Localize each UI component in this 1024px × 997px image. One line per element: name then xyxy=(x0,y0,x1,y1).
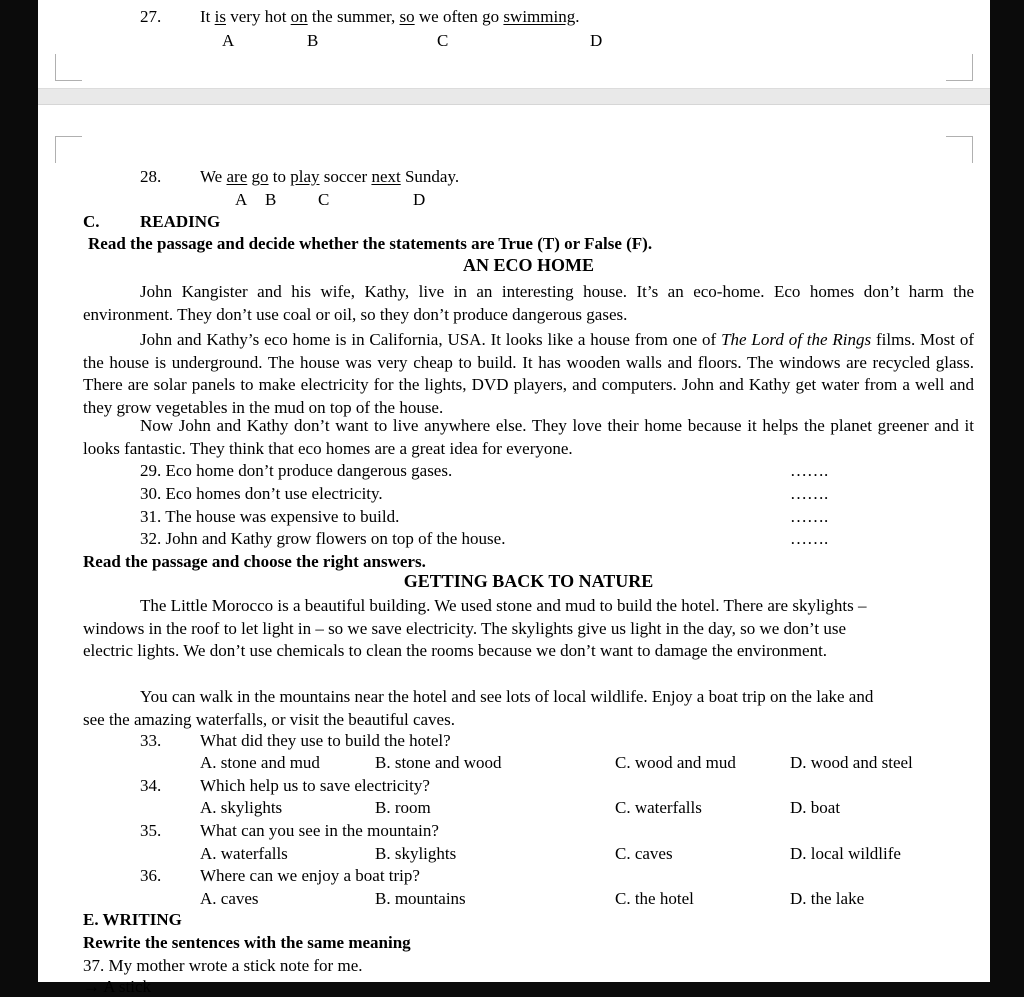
question-36-options xyxy=(83,888,974,909)
choice-letter-c: C xyxy=(318,190,330,209)
text-segment: John and Kathy’s eco home is in California, USA. It looks like a house from one of xyxy=(140,330,722,349)
question-33 xyxy=(83,730,974,751)
question-28-choices xyxy=(83,189,974,210)
choice-letter-b: B xyxy=(307,31,319,50)
answer-blank: ……. xyxy=(790,507,829,526)
question-27-choices xyxy=(83,30,974,51)
text-segment: It xyxy=(200,7,215,26)
question-number: 34. xyxy=(140,776,162,795)
question-number: 33. xyxy=(140,731,162,750)
text-segment: the summer, xyxy=(307,7,400,26)
text-segment: we often go xyxy=(414,7,504,26)
option-b: B. room xyxy=(375,798,431,817)
option-c: C. waterfalls xyxy=(615,798,702,817)
italic-title-segment: The Lord of the Rings xyxy=(721,330,872,349)
option-b: B. skylights xyxy=(375,844,457,863)
question-number: 35. xyxy=(140,821,162,840)
option-a: A. caves xyxy=(200,889,259,908)
question-33-options xyxy=(83,752,974,773)
underlined-segment: swimming xyxy=(503,7,576,26)
page-corner-mark xyxy=(946,136,973,163)
question-34-options xyxy=(83,797,974,818)
question-number: 27. xyxy=(140,7,162,26)
text-segment: films. Most of the house is underground. The house was very cheap to build. It has wooden walls and floors. The windows are recycled glass. There are solar panels to make electricity for the lights, DVD players, and computers. John and Kathy get water from a well and they grow vegetables in the mud on top of the house. xyxy=(83,330,975,417)
underlined-segment: next xyxy=(371,167,401,186)
passage-paragraph: Now John and Kathy don’t want to live anywhere else. They love their home because it helps the planet greener and it looks fantastic. They think that eco homes are a great idea for everyone. xyxy=(83,416,974,458)
option-c: C. wood and mud xyxy=(615,753,736,772)
question-sentence xyxy=(200,6,579,27)
section-label: C. xyxy=(83,212,100,231)
question-text: Where can we enjoy a boat trip? xyxy=(200,866,420,885)
underlined-segment: is xyxy=(214,7,226,26)
passage-paragraph: You can walk in the mountains near the hotel and see lots of local wildlife. Enjoy a boat trip on the lake and see the amazing waterfalls, or visit the beautiful caves. xyxy=(83,687,874,729)
answer-blank: ……. xyxy=(790,461,829,480)
page-corner-mark xyxy=(55,54,82,81)
passage-title-eco-home: AN ECO HOME xyxy=(462,255,594,275)
question-35-options xyxy=(83,843,974,864)
option-d: D. local wildlife xyxy=(790,844,901,863)
question-36 xyxy=(83,865,974,886)
choice-letter-a: A xyxy=(222,31,235,50)
statement-30 xyxy=(83,483,974,504)
question-text: What can you see in the mountain? xyxy=(200,821,439,840)
statement-text: 29. Eco home don’t produce dangerous gases. xyxy=(140,461,453,480)
text-segment: We xyxy=(200,167,227,186)
option-c: C. caves xyxy=(615,844,673,863)
underlined-segment: play xyxy=(290,167,320,186)
option-b: B. mountains xyxy=(375,889,466,908)
question-37: 37. My mother wrote a stick note for me. xyxy=(83,956,363,975)
question-text: What did they use to build the hotel? xyxy=(200,731,451,750)
question-text: Which help us to save electricity? xyxy=(200,776,430,795)
option-d: D. boat xyxy=(790,798,841,817)
section-heading-reading xyxy=(83,211,974,232)
option-c: C. the hotel xyxy=(615,889,694,908)
option-a: A. waterfalls xyxy=(200,844,288,863)
text-segment: very hot xyxy=(225,7,291,26)
question-35 xyxy=(83,820,974,841)
option-a: A. stone and mud xyxy=(200,753,320,772)
option-d: D. wood and steel xyxy=(790,753,913,772)
statement-text: 30. Eco homes don’t use electricity. xyxy=(140,484,383,503)
answer-blank: ……. xyxy=(790,529,829,548)
question-28 xyxy=(83,166,974,187)
reading-instruction-true-false: Read the passage and decide whether the statements are True (T) or False (F). xyxy=(88,234,653,253)
passage-paragraph xyxy=(83,329,974,419)
choice-letter-a: A xyxy=(235,190,248,209)
question-number: 28. xyxy=(140,167,162,186)
reading-instruction-choose: Read the passage and choose the right answers. xyxy=(83,552,426,571)
option-d: D. the lake xyxy=(790,889,865,908)
statement-32 xyxy=(83,528,974,549)
text-segment: to xyxy=(268,167,291,186)
section-heading-writing: E. WRITING xyxy=(83,910,182,929)
underlined-segment: so xyxy=(399,7,415,26)
choice-letter-d: D xyxy=(413,190,426,209)
statement-31 xyxy=(83,506,974,527)
statement-text: 32. John and Kathy grow flowers on top of the house. xyxy=(140,529,506,548)
choice-letter-b: B xyxy=(265,190,277,209)
statement-text: 31. The house was expensive to build. xyxy=(140,507,400,526)
underlined-segment: go xyxy=(251,167,269,186)
option-b: B. stone and wood xyxy=(375,753,502,772)
writing-instruction: Rewrite the sentences with the same meaning xyxy=(83,933,411,952)
answer-blank: ……. xyxy=(790,484,829,503)
text-segment: soccer xyxy=(319,167,372,186)
text-segment: . xyxy=(575,7,580,26)
underlined-segment: are xyxy=(226,167,248,186)
option-a: A. skylights xyxy=(200,798,283,817)
passage-paragraph: John Kangister and his wife, Kathy, live in an interesting house. It’s an eco-home. Eco homes don’t harm the environment. They don’t use coal or oil, so they don’t produce dangerous gases. xyxy=(83,282,974,324)
question-sentence xyxy=(200,166,459,187)
text-segment: Sunday. xyxy=(400,167,460,186)
partial-cut-line: → A stick xyxy=(83,977,152,996)
document-page xyxy=(38,0,990,996)
page-corner-mark xyxy=(946,54,973,81)
passage-paragraph: The Little Morocco is a beautiful building. We used stone and mud to build the hotel. There are skylights – windows in the roof to let light in – so we save electricity. The skylights give us light in the day, so we don’t use electric lights. We don’t use chemicals to clean the rooms because we don’t want to damage the environment. xyxy=(83,596,867,660)
page-corner-mark xyxy=(55,136,82,163)
choice-letter-c: C xyxy=(437,31,449,50)
underlined-segment: on xyxy=(290,7,308,26)
statement-29 xyxy=(83,460,974,481)
page-gap xyxy=(38,88,990,105)
passage-title-getting-back: GETTING BACK TO NATURE xyxy=(403,571,654,591)
choice-letter-d: D xyxy=(590,31,603,50)
question-number: 36. xyxy=(140,866,162,885)
question-27 xyxy=(83,6,974,27)
section-title: READING xyxy=(140,212,221,231)
question-34 xyxy=(83,775,974,796)
